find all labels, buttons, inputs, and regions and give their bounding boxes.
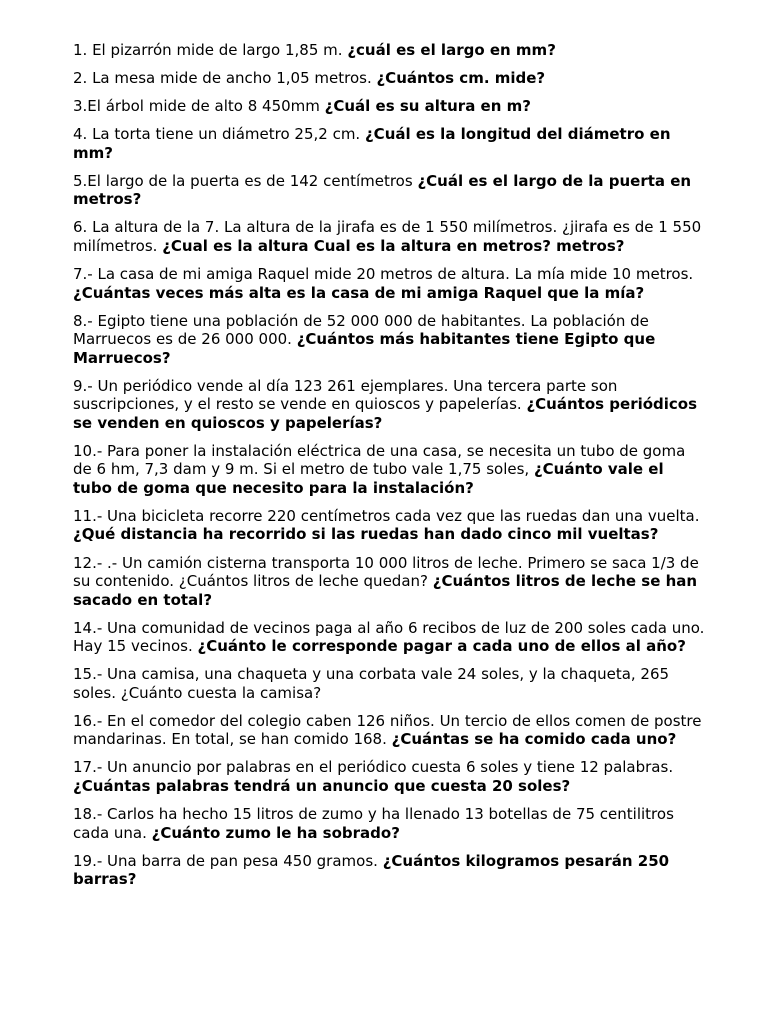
problem-17 <box>73 758 705 795</box>
problem-text: 5.El largo de la puerta es de 142 centímetros <box>73 171 418 190</box>
problem-question: ¿Cuántas palabras tendrá un anuncio que cuesta 20 soles? <box>73 776 571 795</box>
problem-14 <box>73 619 705 656</box>
problem-8 <box>73 312 705 368</box>
problem-text: 7.- La casa de mi amiga Raquel mide 20 metros de altura. La mía mide 10 metros. <box>73 265 694 284</box>
problem-text: 16.- En el comedor del colegio caben 126 niños. Un tercio de ellos comen de postre mandarinas. En total, se han comido 168. <box>73 711 702 749</box>
problem-text: 19.- Una barra de pan pesa 450 gramos. <box>73 851 383 870</box>
problem-4 <box>73 125 705 162</box>
problem-text: 1. El pizarrón mide de largo 1,85 m. <box>73 41 348 59</box>
problem-text: 9.- Un periódico vende al día 123 261 ejemplares. Una tercera parte son suscripciones, y el resto se vende en quioscos y papelerías. <box>73 376 618 414</box>
problem-list <box>73 41 705 898</box>
problem-text: 17.- Un anuncio por palabras en el periódico cuesta 6 soles y tiene 12 palabras. <box>73 758 674 777</box>
problem-16 <box>73 712 705 749</box>
problem-question: ¿Cuál es su altura en m? <box>324 97 531 116</box>
problem-12 <box>73 554 705 610</box>
problem-question: ¿Cuántas se ha comido cada uno? <box>391 730 677 749</box>
problem-question: ¿Cuántos kilogramos pesarán 250 barras? <box>73 851 670 889</box>
problem-question: ¿Cuántos periódicos se venden en quioscos y papelerías? <box>73 395 698 432</box>
problem-text: 4. La torta tiene un diámetro 25,2 cm. <box>73 125 365 144</box>
problem-question: ¿Qué distancia ha recorrido si las ruedas han dado cinco mil vueltas? <box>73 525 659 544</box>
problem-1 <box>73 41 705 60</box>
problem-question: ¿Cual es la altura Cual es la altura en metros? metros? <box>162 236 625 255</box>
problem-11 <box>73 507 705 544</box>
problem-text: 3.El árbol mide de alto 8 450mm <box>73 97 325 116</box>
problem-text: 8.- Egipto tiene una población de 52 000 000 de habitantes. La población de Marruecos es de 26 000 000. <box>73 311 649 349</box>
problem-question: ¿Cuál es la longitud del diámetro en mm? <box>73 125 671 162</box>
problem-question: ¿Cuánto zumo le ha sobrado? <box>151 823 400 842</box>
problem-10 <box>73 442 705 498</box>
problem-text: 6. La altura de la 7. La altura de la jirafa es de 1 550 milímetros. ¿jirafa es de 1 550 milímetros. <box>73 218 702 255</box>
problem-15 <box>73 665 705 702</box>
problem-5 <box>73 172 705 209</box>
problem-18 <box>73 805 705 842</box>
problem-6 <box>73 218 705 255</box>
problem-2 <box>73 69 705 88</box>
problem-text: 18.- Carlos ha hecho 15 litros de zumo y ha llenado 13 botellas de 75 centilitros cada una. <box>73 805 674 842</box>
problem-text: 2. La mesa mide de ancho 1,05 metros. <box>73 69 377 88</box>
problem-question: ¿Cuántos cm. mide? <box>376 69 546 88</box>
problem-text: 15.- Una camisa, una chaqueta y una corbata vale 24 soles, y la chaqueta, 265 soles. ¿Cuánto cuesta la camisa? <box>73 665 670 702</box>
problem-question: ¿Cuál es el largo de la puerta en metros? <box>73 171 692 209</box>
problem-text: 14.- Una comunidad de vecinos paga al año 6 recibos de luz de 200 soles cada uno. Hay 15 vecinos. <box>73 618 705 656</box>
problem-question: ¿Cuánto le corresponde pagar a cada uno de ellos al año? <box>197 637 686 656</box>
problem-question: ¿cuál es el largo en mm? <box>347 41 556 59</box>
problem-question: ¿Cuántos litros de leche se han sacado en total? <box>73 572 698 609</box>
problem-question: ¿Cuántos más habitantes tiene Egipto que Marruecos? <box>73 330 656 367</box>
problem-9 <box>73 377 705 433</box>
problem-question: ¿Cuántas veces más alta es la casa de mi amiga Raquel que la mía? <box>73 283 645 302</box>
problem-7 <box>73 265 705 302</box>
problem-question: ¿Cuánto vale el tubo de goma que necesito para la instalación? <box>73 460 664 497</box>
problem-3 <box>73 97 705 116</box>
problem-19 <box>73 852 705 889</box>
problem-text: 11.- Una bicicleta recorre 220 centímetros cada vez que las ruedas dan una vuelta. <box>73 506 700 525</box>
problem-text: 12.- .- Un camión cisterna transporta 10 000 litros de leche. Primero se saca 1/3 de su contenido. ¿Cuántos litros de leche quedan? <box>73 553 699 591</box>
problem-text: 10.- Para poner la instalación eléctrica de una casa, se necesita un tubo de goma de 6 hm, 7,3 dam y 9 m. Si el metro de tubo vale 1,75 soles, <box>73 441 686 479</box>
